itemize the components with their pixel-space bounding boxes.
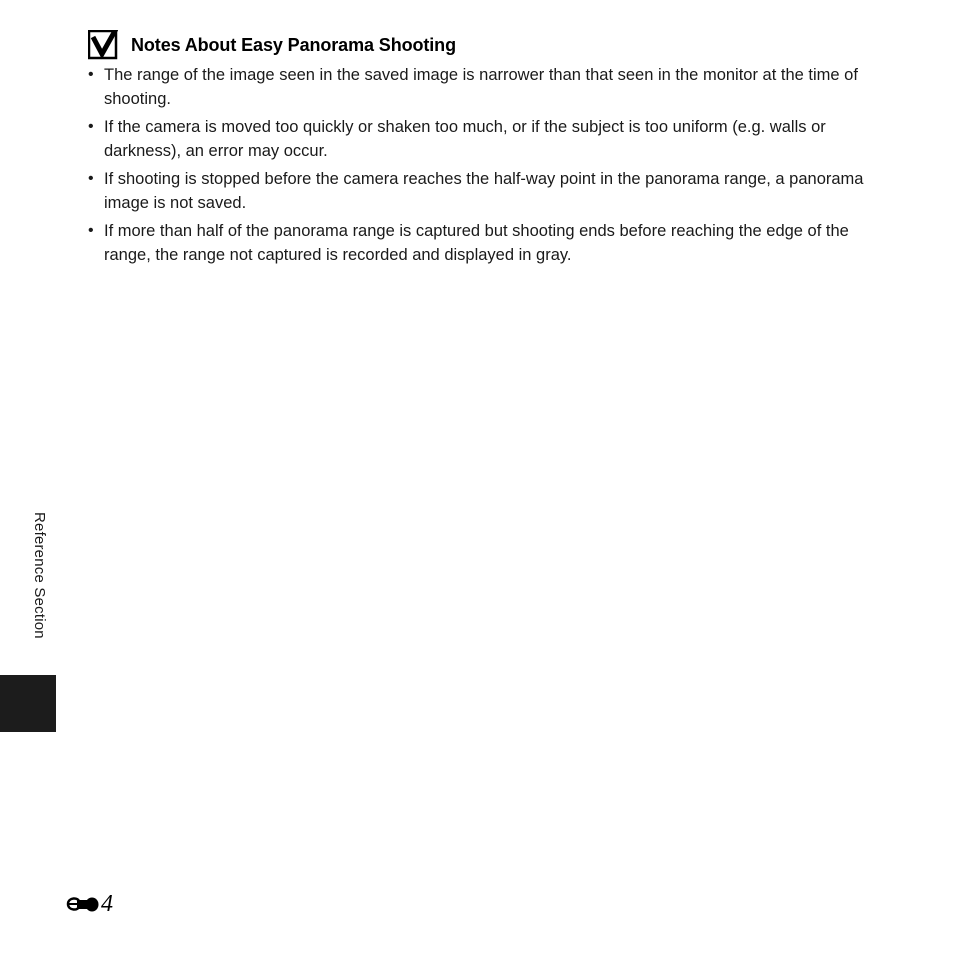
list-item xyxy=(88,63,878,111)
list-item-text: If the camera is moved too quickly or shaken too much, or if the subject is too uniform (e.g. walls or darkness), an error may occur. xyxy=(104,118,826,160)
list-item-text: If more than half of the panorama range is captured but shooting ends before reaching the edge of the range, the range not captured is recorded and displayed in gray. xyxy=(104,222,849,264)
bullet-icon: • xyxy=(88,222,94,239)
note-header xyxy=(88,30,456,60)
bullet-icon: • xyxy=(88,118,94,135)
note-bullet-list xyxy=(88,63,878,271)
checkmark-note-icon xyxy=(88,30,118,60)
note-title: Notes About Easy Panorama Shooting xyxy=(131,34,456,55)
section-tab xyxy=(0,675,56,732)
list-item xyxy=(88,167,878,215)
page-number xyxy=(66,892,113,916)
bullet-icon: • xyxy=(88,170,94,187)
e-binoculars-icon xyxy=(66,893,100,915)
section-side-label: Reference Section xyxy=(31,512,48,639)
bullet-icon: • xyxy=(88,66,94,83)
list-item xyxy=(88,115,878,163)
list-item-text: If shooting is stopped before the camera reaches the half-way point in the panorama range, a panorama image is not saved. xyxy=(104,170,864,212)
list-item xyxy=(88,219,878,267)
list-item-text: The range of the image seen in the saved image is narrower than that seen in the monitor at the time of shooting. xyxy=(104,66,858,108)
page-number-text: 4 xyxy=(101,891,113,917)
